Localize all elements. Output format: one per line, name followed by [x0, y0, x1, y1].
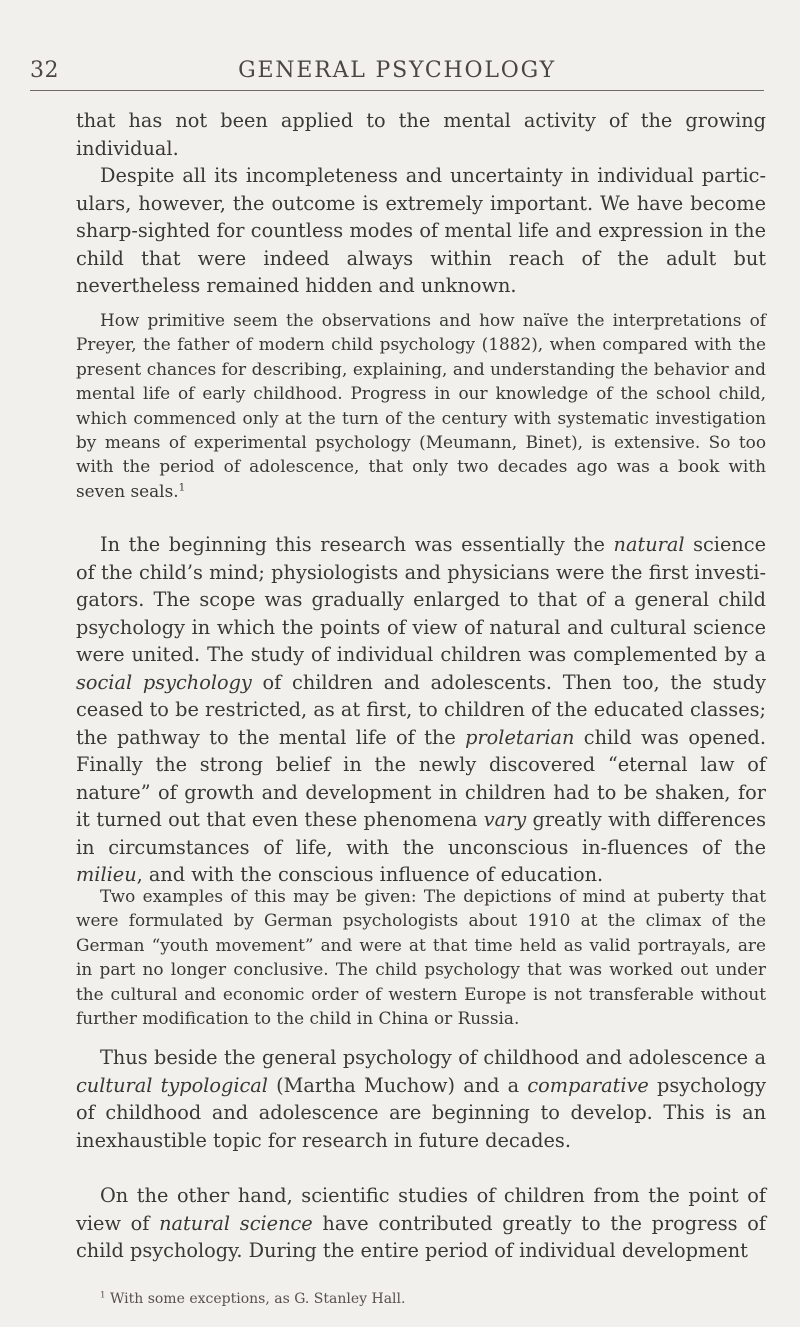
p7-text-a: On the other hand, scientific studies of children from the point of view of	[76, 1184, 766, 1235]
footnote	[100, 1291, 405, 1307]
paragraph-block-2	[76, 162, 766, 300]
p4-text-i: greatly with differences in circumstances of life, with the unconscious in-fluences of the	[76, 808, 767, 859]
paragraph-4	[76, 531, 766, 889]
paragraph-2: Despite all its incompleteness and uncertainty in individual partic-ulars, however, the outcome is extremely important. We have become sharp-sighted for countless modes of mental life and expression in the child that were indeed always within reach of the adult but nevertheless remained hidden and unknown.	[76, 164, 766, 297]
p4-italic-proletarian: proletarian	[465, 725, 575, 749]
p6-italic-comparative: comparative	[527, 1073, 649, 1097]
p4-text-e: of children and adolescents. Then too, the study ceased to be restricted, as at first, to children of the educated classes; the pathway to the mental life of the	[76, 670, 766, 749]
paragraph-block-7	[76, 1182, 766, 1265]
running-title: GENERAL PSYCHOLOGY	[238, 58, 556, 83]
p6-text-a: Thus beside the general psychology of childhood and adolescence a	[100, 1046, 766, 1069]
paragraph-3	[76, 308, 766, 503]
footnote-mark: 1	[100, 1290, 106, 1301]
p4-text-c: science of the child’s mind; physiologists and physicians were the first investi-gators. The scope was gradually enlarged to that of a general child psychology in which the points of view of natural and cultural science were united. The study of individual children was complemented by a	[76, 533, 766, 666]
footnote-text: With some exceptions, as G. Stanley Hall.	[105, 1291, 406, 1307]
p6-italic-cultural-typological: cultural typological	[76, 1073, 268, 1097]
paragraph-block-6	[76, 1044, 766, 1154]
p6-text-e: psychology of childhood and adolescence are beginning to develop. This is an inexhaustible topic for research in future decades.	[76, 1073, 766, 1152]
paragraph-block-5	[76, 884, 766, 1030]
p4-text-g: child was opened. Finally the strong belief in the newly discovered “eternal law of nature” of growth and development in children had to be shaken, for it turned out that even these phenomena	[76, 725, 766, 831]
p7-text-c: have contributed greatly to the progress of child psychology. During the entire period of individual development	[76, 1211, 766, 1262]
paragraph-1: that has not been applied to the mental activity of the growing individual.	[76, 109, 766, 160]
paragraph-5: Two examples of this may be given: The depictions of mind at puberty that were formulated by German psychologists about 1910 at the climax of the German “youth movement” and were at that time held as valid portrayals, are in part no longer conclusive. The child psychology that was worked out under the cultural and economic order of western Europe is not transferable without further modification to the child in China or Russia.	[76, 886, 766, 1029]
paragraph-3-text: How primitive seem the observations and how naïve the interpretations of Preyer, the father of modern child psychology (1882), when compared with the present chances for describing, explaining, and understanding the behavior and mental life of early childhood. Progress in our knowledge of the school child, which commenced only at the turn of the century with systematic investigation by means of experimental psychology (Meumann, Binet), is extensive. So too with the period of adolescence, that only two decades ago was a book with seven seals.	[76, 310, 766, 501]
paragraph-block-3	[76, 308, 766, 503]
paragraph-7	[76, 1182, 766, 1265]
p6-text-c: (Martha Muchow) and a	[267, 1073, 528, 1097]
p4-italic-natural: natural	[613, 533, 685, 556]
paragraph-6	[76, 1044, 766, 1154]
p4-text-a: In the beginning this research was essentially the	[100, 533, 614, 556]
p4-italic-milieu: milieu	[76, 863, 137, 886]
p4-italic-vary: vary	[483, 808, 527, 831]
p7-italic-natural-science: natural science	[159, 1211, 313, 1235]
footnote-reference: 1	[178, 481, 186, 494]
page-header	[30, 56, 764, 91]
page-number: 32	[30, 58, 59, 83]
paragraph-block-4	[76, 531, 766, 889]
paragraph-continuation	[76, 107, 766, 162]
p4-text-k: , and with the conscious influence of education.	[136, 863, 604, 886]
p4-italic-social-psychology: social psychology	[76, 670, 252, 694]
